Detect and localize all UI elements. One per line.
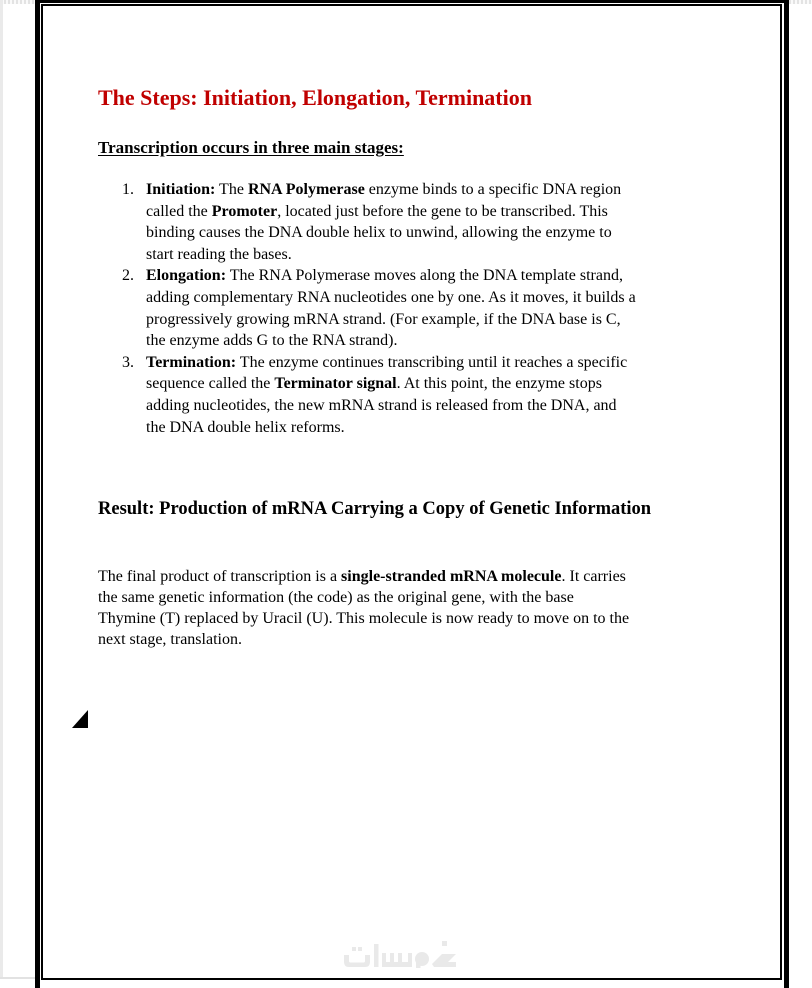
text-line: the same genetic information (the code) as the original gene, with the base — [98, 589, 574, 606]
list-marker: 3. — [122, 353, 134, 371]
steps-list — [122, 179, 746, 438]
text-line: progressively growing mRNA strand. (For example, if the DNA base is C, — [146, 310, 621, 328]
triangle-marker-icon — [72, 710, 88, 728]
page-left-edge — [0, 0, 3, 978]
page-top-edge-texture — [0, 0, 35, 4]
text-line: next stage, translation. — [98, 631, 242, 648]
page-title: The Steps: Initiation, Elongation, Termination — [98, 85, 532, 110]
text-line: adding nucleotides, the new mRNA strand is released from the DNA, and — [146, 396, 617, 414]
result-paragraph — [98, 566, 738, 650]
text-line: binding causes the DNA double helix to unwind, allowing the enzyme to — [146, 224, 612, 242]
result-heading: Result: Production of mRNA Carrying a Copy of Genetic Information — [98, 499, 652, 519]
text-line: sequence called the Terminator signal. At this point, the enzyme stops — [146, 375, 602, 393]
text-line: the DNA double helix reforms. — [146, 418, 345, 436]
section-subheading: Transcription occurs in three main stages: — [98, 138, 404, 157]
text-line: Elongation: The RNA Polymerase moves along the DNA template strand, — [146, 267, 623, 285]
list-marker: 2. — [122, 267, 134, 285]
text-line: Initiation: The RNA Polymerase enzyme binds to a specific DNA region — [146, 181, 622, 198]
text-line: called the Promoter, located just before the gene to be transcribed. This — [146, 202, 608, 220]
list-item — [122, 352, 746, 438]
text-line: The final product of transcription is a single-stranded mRNA molecule. It carries — [98, 568, 626, 585]
list-marker: 1. — [122, 181, 134, 198]
text-line: Termination: The enzyme continues transcribing until it reaches a specific — [146, 353, 628, 371]
page-bottom-edge — [0, 977, 36, 979]
text-line: Thymine (T) replaced by Uracil (U). This molecule is now ready to move on to the — [98, 610, 630, 627]
text-line: the enzyme adds G to the RNA strand). — [146, 332, 398, 350]
text-line: start reading the bases. — [146, 245, 292, 263]
list-item — [122, 179, 746, 265]
page-top-edge-texture — [789, 0, 812, 4]
list-item — [122, 265, 746, 351]
text-line: adding complementary RNA nucleotides one by one. As it moves, it builds a — [146, 288, 636, 306]
khamsat-watermark-logo — [344, 940, 456, 968]
